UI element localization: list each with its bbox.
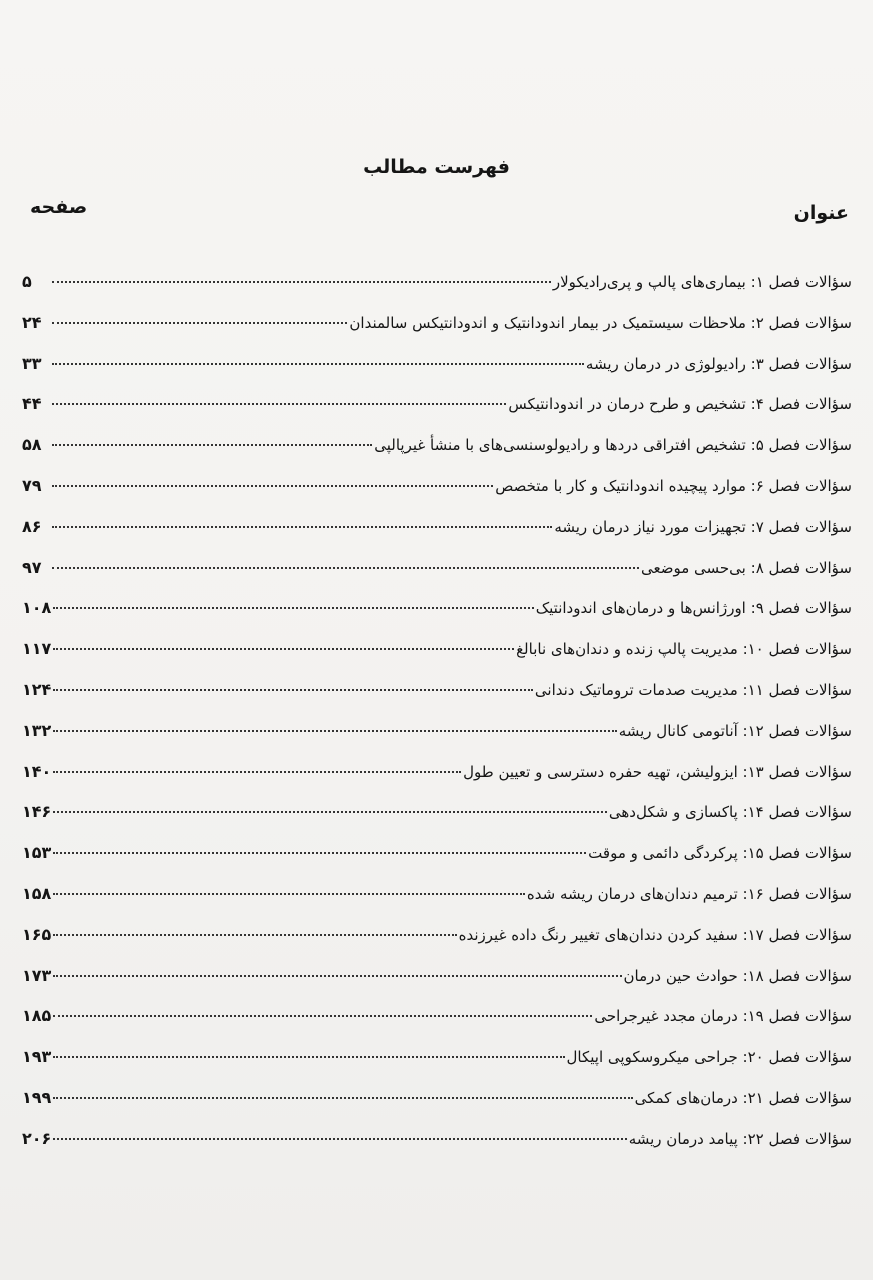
toc-entry-label: سؤالات فصل ۱۴: پاکسازی و شکل‌دهی xyxy=(608,803,852,822)
toc-entry xyxy=(22,1078,852,1119)
toc-entry xyxy=(22,1119,852,1160)
dot-leader xyxy=(53,648,514,650)
toc-entry-label: سؤالات فصل ۱۵: پرکردگی دائمی و موقت xyxy=(588,844,852,863)
dot-leader xyxy=(53,1138,626,1140)
toc-entry xyxy=(22,344,852,385)
toc-entry-label: سؤالات فصل ۱۱: مدیریت صدمات تروماتیک دندانی xyxy=(534,680,852,699)
toc-entry-label: سؤالات فصل ۲۰: جراحی میکروسکوپی اپیکال xyxy=(566,1048,852,1067)
toc-entry-label: سؤالات فصل ۱۳: ایزولیشن، تهیه حفره دسترسی و تعیین طول xyxy=(463,762,852,781)
toc-entry xyxy=(22,711,852,752)
toc-entry xyxy=(22,956,852,997)
dot-leader xyxy=(53,1056,564,1058)
toc-entry-page: ۱۳۲ xyxy=(22,720,52,740)
dot-leader xyxy=(53,893,525,895)
toc-entry-label: سؤالات فصل ۱۶: ترمیم دندان‌های درمان ریشه شده xyxy=(526,884,852,903)
toc-entry-page: ۴۴ xyxy=(22,394,42,414)
dot-leader xyxy=(53,771,461,773)
dot-leader xyxy=(53,1097,632,1099)
toc-entry-page: ۱۱۷ xyxy=(22,639,52,659)
toc-entry-page: ۱۹۹ xyxy=(22,1087,52,1107)
toc-entry-label: سؤالات فصل ۱۷: سفید کردن دندان‌های تغییر رنگ داده غیرزنده xyxy=(458,925,852,944)
toc-entry-label: سؤالات فصل ۵: تشخیص افتراقی دردها و رادیولوسنسی‌های با منشأ غیرپالپی xyxy=(374,436,852,455)
page-title: فهرست مطالب xyxy=(363,156,510,178)
toc-entry xyxy=(22,833,852,874)
toc-entry xyxy=(22,303,852,344)
dot-leader xyxy=(53,730,616,732)
toc-entry-page: ۱۰۸ xyxy=(22,598,52,618)
toc-entry xyxy=(22,466,852,507)
toc-entry-page: ۱۹۳ xyxy=(22,1047,52,1067)
dot-leader xyxy=(53,852,586,854)
toc-entry-page: ۱۲۴ xyxy=(22,679,52,699)
toc-entry-label: سؤالات فصل ۲: ملاحظات سیستمیک در بیمار اندودانتیک و اندودانتیکس سالمندان xyxy=(349,313,852,332)
dot-leader xyxy=(52,403,506,405)
toc-entry-label: سؤالات فصل ۲۱: درمان‌های کمکی xyxy=(634,1088,852,1107)
toc-entry-label: سؤالات فصل ۷: تجهیزات مورد نیاز درمان ریشه xyxy=(554,517,852,536)
toc-entry-label: سؤالات فصل ۱۹: درمان مجدد غیرجراحی xyxy=(594,1007,852,1026)
toc-entry-page: ۵۸ xyxy=(22,435,42,455)
title-column-header: عنوان xyxy=(793,202,849,224)
toc-entry xyxy=(22,915,852,956)
toc-entry-label: سؤالات فصل ۹: اورژانس‌ها و درمان‌های اندودانتیک xyxy=(535,599,852,618)
dot-leader xyxy=(52,322,347,324)
toc-entry xyxy=(22,507,852,548)
toc-entry-page: ۱۵۸ xyxy=(22,883,52,903)
dot-leader xyxy=(53,811,607,813)
toc-entry-label: سؤالات فصل ۱۸: حوادث حین درمان xyxy=(623,966,852,985)
toc-entry-page: ۱۴۰ xyxy=(22,761,52,781)
toc-entry-page: ۲۰۶ xyxy=(22,1128,52,1148)
toc-entry-label: سؤالات فصل ۱: بیماری‌های پالپ و پری‌رادیکولار xyxy=(552,273,852,291)
dot-leader xyxy=(52,363,584,365)
dot-leader xyxy=(52,567,639,569)
toc-entry-label: سؤالات فصل ۱۲: آناتومی کانال ریشه xyxy=(618,721,852,740)
toc-entry xyxy=(22,262,852,303)
toc-entry-page: ۵ xyxy=(22,272,32,291)
dot-leader xyxy=(53,934,456,936)
dot-leader xyxy=(52,526,552,528)
toc-entry xyxy=(22,548,852,589)
dot-leader xyxy=(53,975,621,977)
dot-leader xyxy=(52,444,372,446)
toc-entry xyxy=(22,384,852,425)
dot-leader xyxy=(52,485,493,487)
toc-entry-label: سؤالات فصل ۶: موارد پیچیده اندودانتیک و کار با متخصص xyxy=(495,476,852,495)
toc-entry xyxy=(22,670,852,711)
dot-leader xyxy=(53,1015,592,1017)
page-column-header: صفحه xyxy=(30,196,88,218)
toc-entry xyxy=(22,752,852,793)
toc-entry xyxy=(22,996,852,1037)
toc-entry-page: ۹۷ xyxy=(22,557,42,577)
toc-entry-page: ۷۹ xyxy=(22,475,42,495)
toc-entry-label: سؤالات فصل ۲۲: پیامد درمان ریشه xyxy=(628,1129,852,1148)
toc-entry-page: ۳۳ xyxy=(22,353,42,373)
toc-entry-page: ۱۶۵ xyxy=(22,924,52,944)
toc-entry-label: سؤالات فصل ۳: رادیولوژی در درمان ریشه xyxy=(585,354,852,373)
toc-entry-page: ۱۵۳ xyxy=(22,843,52,863)
toc-entry xyxy=(22,792,852,833)
toc-entry xyxy=(22,1037,852,1078)
dot-leader xyxy=(53,689,533,691)
toc-entry xyxy=(22,425,852,466)
toc-entry xyxy=(22,629,852,670)
toc-entry-label: سؤالات فصل ۱۰: مدیریت پالپ زنده و دندان‌های نابالغ xyxy=(516,640,852,659)
dot-leader xyxy=(52,281,551,283)
toc-entry-page: ۲۴ xyxy=(22,312,42,332)
toc-entry-page: ۸۶ xyxy=(22,516,42,536)
toc-list xyxy=(22,262,852,1160)
dot-leader xyxy=(53,607,533,609)
toc-entry-page: ۱۷۳ xyxy=(22,965,52,985)
toc-entry-page: ۱۸۵ xyxy=(22,1006,52,1026)
toc-entry-label: سؤالات فصل ۴: تشخیص و طرح درمان در اندودانتیکس xyxy=(508,395,852,414)
toc-entry xyxy=(22,874,852,915)
toc-entry-label: سؤالات فصل ۸: بی‌حسی موضعی xyxy=(641,558,852,577)
toc-entry-page: ۱۴۶ xyxy=(22,802,52,822)
toc-entry xyxy=(22,588,852,629)
